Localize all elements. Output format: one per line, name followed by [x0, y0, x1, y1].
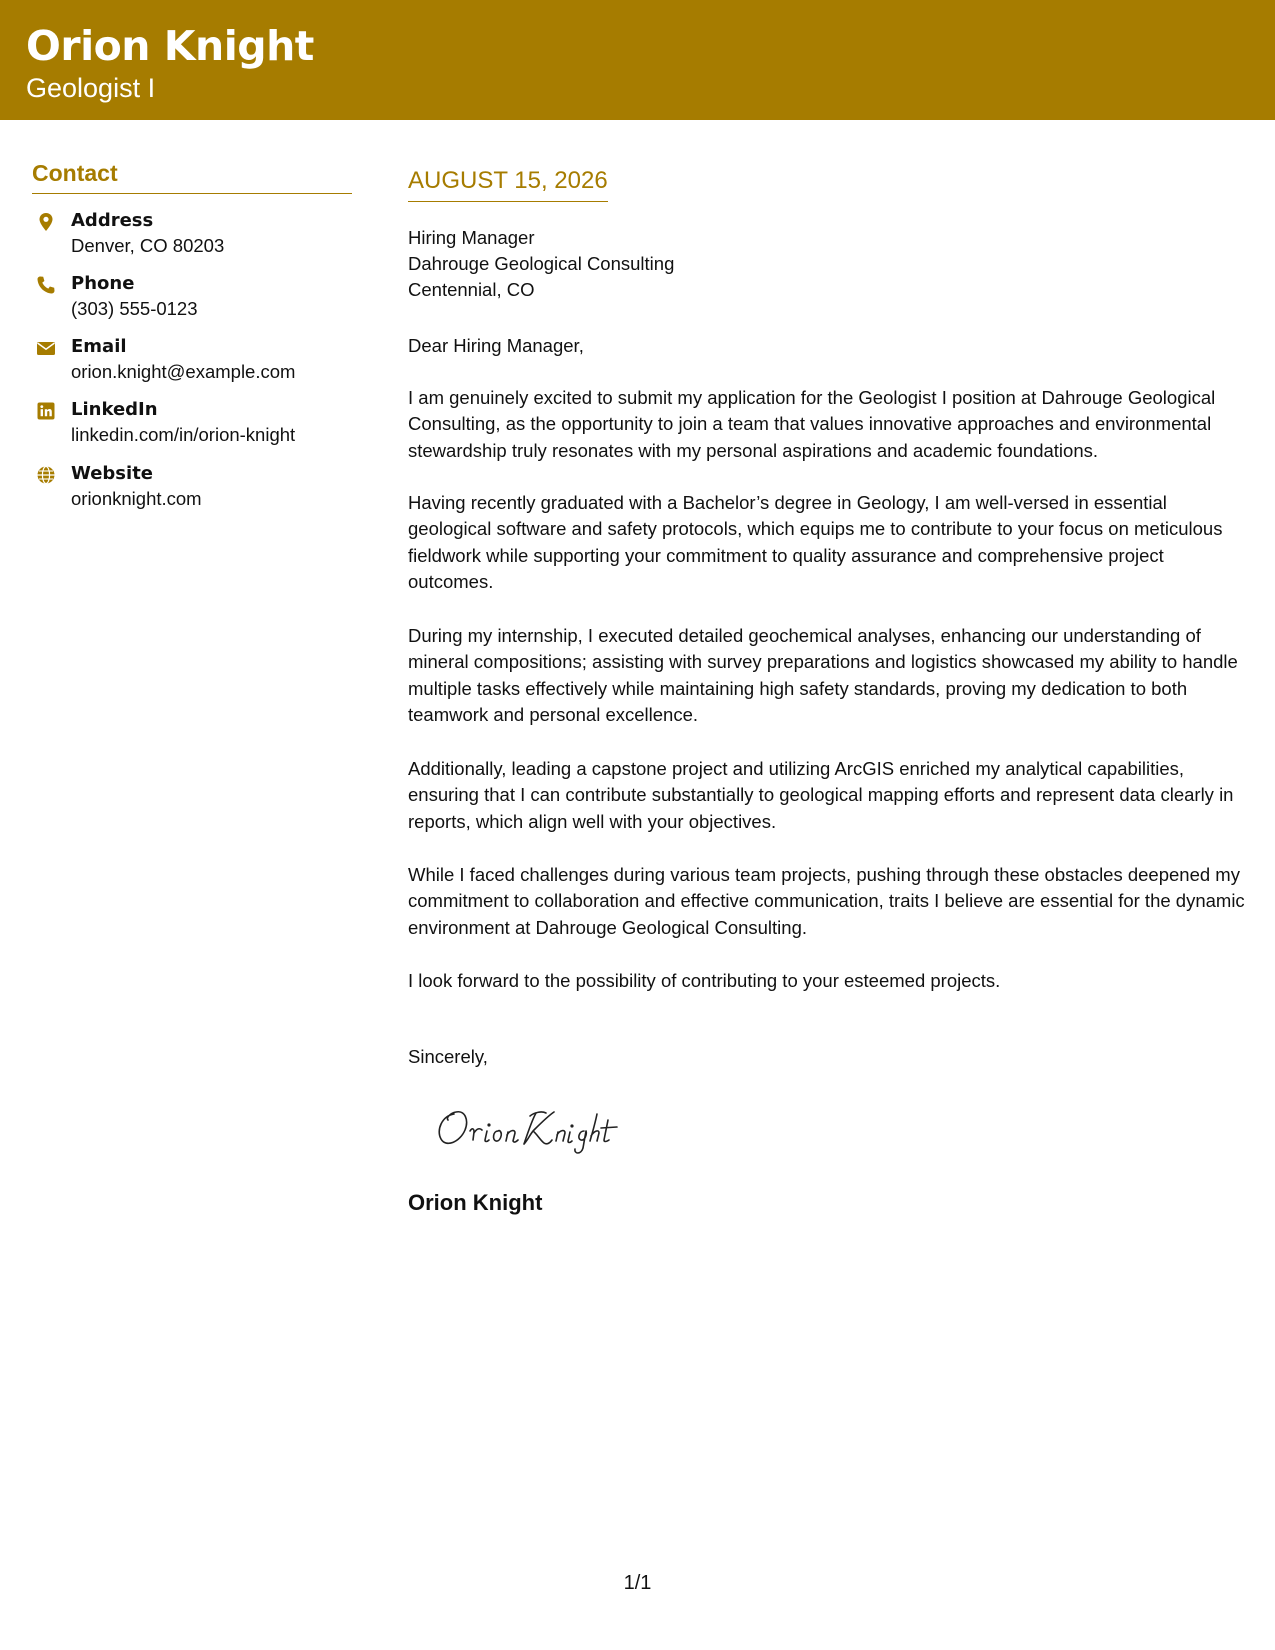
- recipient-block: [408, 225, 674, 303]
- phone-icon: [36, 275, 56, 295]
- letter-paragraph: Having recently graduated with a Bachelor’s degree in Geology, I am well-versed in essential geological software and safety protocols, which equips me to contribute to your focus on meticulous fieldwork while supporting your commitment to quality assurance and comprehensive project outcomes.: [408, 492, 1223, 592]
- contact-value[interactable]: orionknight.com: [71, 488, 202, 509]
- recipient-title: Hiring Manager: [408, 227, 535, 248]
- contact-value[interactable]: linkedin.com/in/orion-knight: [71, 424, 296, 445]
- contact-sidebar: [32, 160, 352, 509]
- salutation: Dear Hiring Manager,: [408, 335, 584, 356]
- signer-name: Orion Knight: [408, 1190, 543, 1215]
- letter-paragraph: During my internship, I executed detailed geochemical analyses, enhancing our understanding of mineral compositions; assisting with survey preparations and logistics showcased my ability to handle multiple tasks effectively while maintaining high safety standards, proving my dedication to both teamwork and personal excellence.: [408, 625, 1238, 725]
- letter-paragraph: While I faced challenges during various team projects, pushing through these obstacles deepened my commitment to collaboration and effective communication, traits I believe are essential for the dynamic environment at Dahrouge Geological Consulting.: [408, 864, 1245, 938]
- contact-item-email: [32, 336, 352, 386]
- contact-item-phone: [32, 273, 352, 323]
- globe-icon: [36, 465, 56, 485]
- contact-label: Website: [71, 463, 154, 484]
- contact-label: Address: [71, 210, 154, 231]
- applicant-name: Orion Knight: [26, 22, 314, 70]
- applicant-role: Geologist I: [26, 73, 156, 103]
- letter-paragraph: I am genuinely excited to submit my application for the Geologist I position at Dahrouge Geological Consulting, as the opportunity to join a team that values innovative approaches and environmental stewardship truly resonates with my personal aspirations and academic foundations.: [408, 387, 1216, 461]
- location-pin-icon: [36, 212, 56, 232]
- contact-label: LinkedIn: [71, 399, 158, 420]
- recipient-company: Dahrouge Geological Consulting: [408, 253, 675, 274]
- contact-value: (303) 555-0123: [71, 298, 198, 319]
- closing: Sincerely,: [408, 1046, 488, 1067]
- header-banner: [0, 0, 1275, 120]
- contact-item-address: [32, 210, 352, 260]
- letter-paragraph: Additionally, leading a capstone project and utilizing ArcGIS enriched my analytical capabilities, ensuring that I can contribute substantially to geological mapping efforts and represent data clearly in reports, which align well with your objectives.: [408, 758, 1234, 832]
- contact-value: orion.knight@example.com: [71, 361, 296, 382]
- recipient-location: Centennial, CO: [408, 279, 535, 300]
- linkedin-icon: [36, 401, 56, 421]
- contact-section-title: Contact: [32, 160, 352, 194]
- letter-paragraph: I look forward to the possibility of contributing to your esteemed projects.: [408, 970, 1001, 991]
- contact-label: Email: [71, 336, 127, 357]
- page-number: 1/1: [623, 1572, 652, 1594]
- handwritten-signature: [432, 1098, 652, 1158]
- letter-date: AUGUST 15, 2026: [408, 167, 608, 202]
- contact-item-linkedin: [32, 399, 352, 449]
- envelope-icon: [36, 338, 56, 358]
- contact-item-website: [32, 463, 352, 513]
- contact-label: Phone: [71, 273, 135, 294]
- contact-value: Denver, CO 80203: [71, 235, 225, 256]
